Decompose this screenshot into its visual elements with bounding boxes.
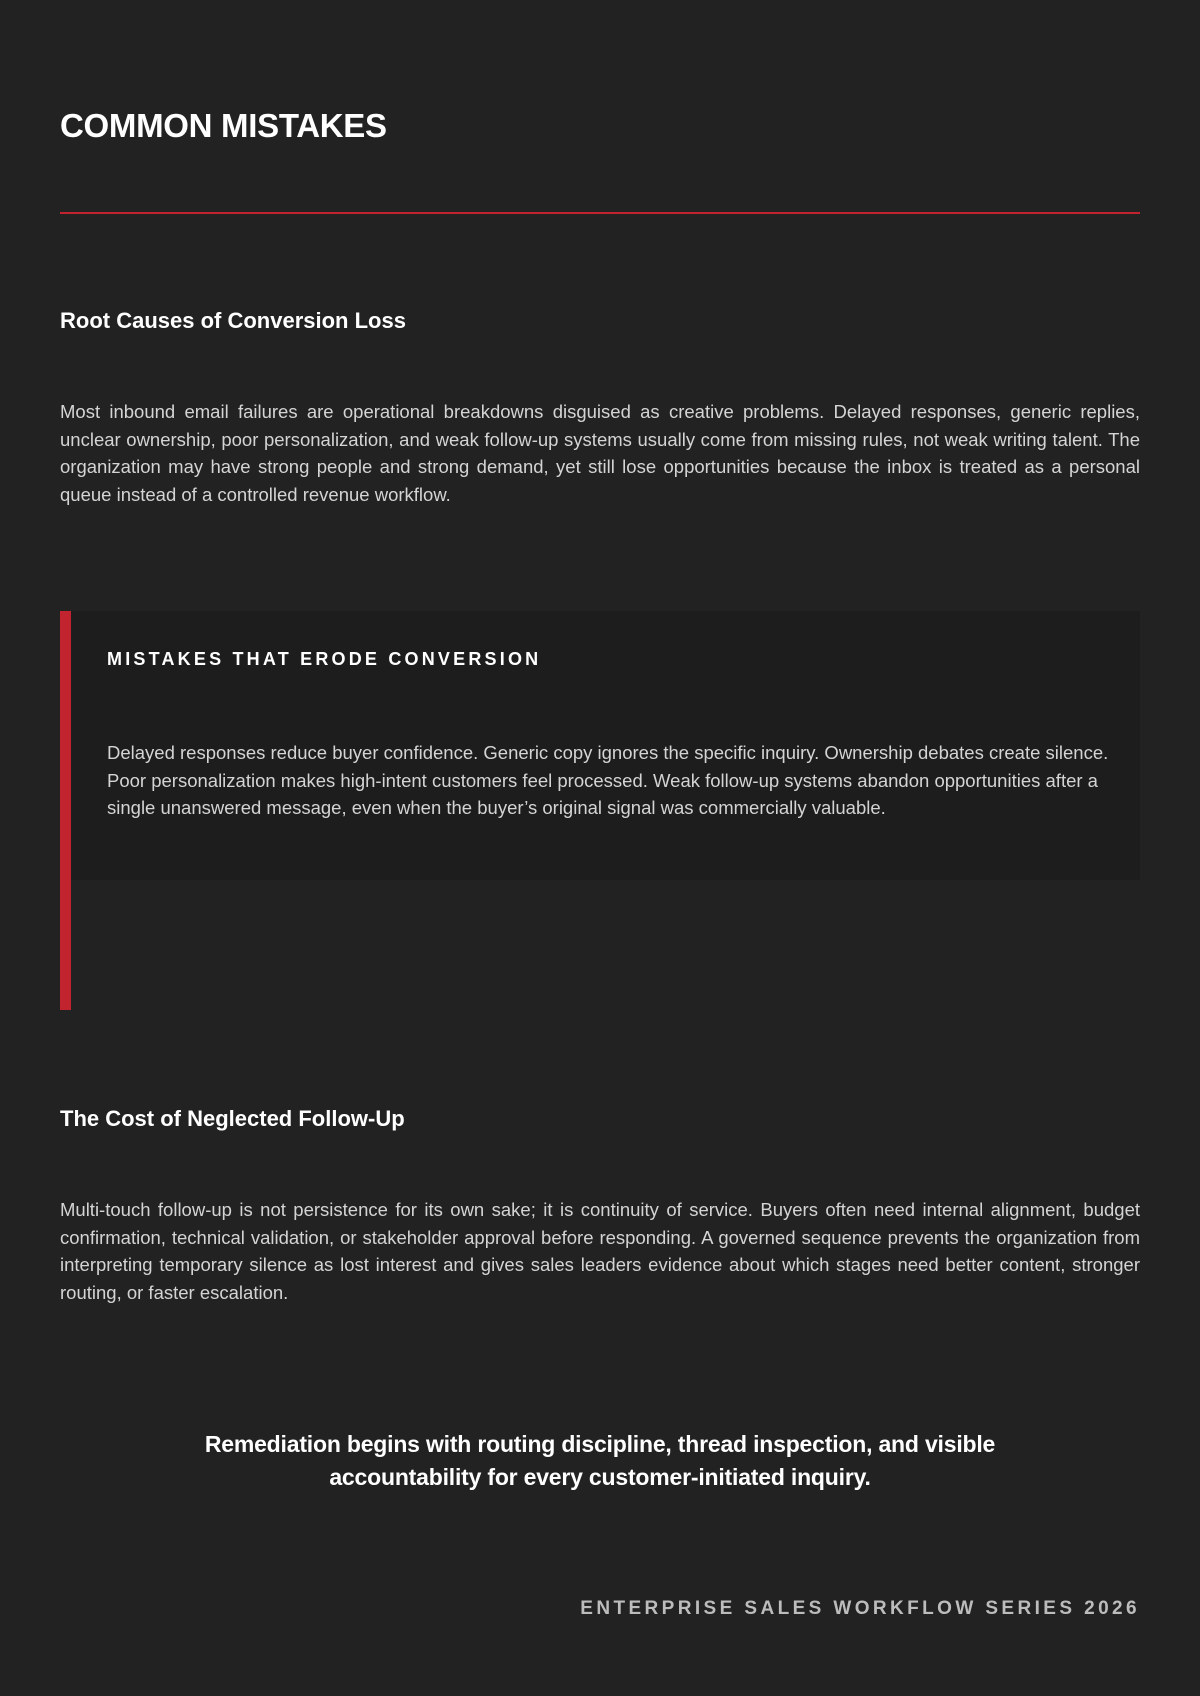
- section-body-follow-up-cost: Multi-touch follow-up is not persistence for its own sake; it is continuity of service. Buyers often need internal alignment, budget confirmation, technical validation, or stakeholder approval before responding. A governed sequence prevents the organization from interpreting temporary silence as lost interest and gives sales leaders evidence about which stages need better content, stronger routing, or faster escalation.: [60, 1199, 1140, 1303]
- section-heading-root-causes: Root Causes of Conversion Loss: [60, 308, 406, 333]
- section-body-root-causes: Most inbound email failures are operational breakdowns disguised as creative problems. Delayed responses, generic replies, unclear ownership, poor personalization, and weak follow-up systems usually come from missing rules, not weak writing talent. The organization may have strong people and strong demand, yet still lose opportunities because the inbox is treated as a personal queue instead of a controlled revenue workflow.: [60, 401, 1140, 505]
- callout-accent-bar: [60, 611, 71, 1010]
- section-heading-follow-up-cost: The Cost of Neglected Follow-Up: [60, 1106, 405, 1131]
- title-divider: [60, 212, 1140, 214]
- callout-body: Delayed responses reduce buyer confidence. Generic copy ignores the specific inquiry. Ownership debates create silence. Poor personalization makes high-intent customers feel processed. Weak follow-up systems abandon opportunities after a single unanswered message, even when the buyer’s original signal was commercially valuable.: [107, 742, 1109, 818]
- closing-statement: [60, 1428, 1140, 1494]
- closing-statement-line-1: Remediation begins with routing discipline, thread inspection, and visible: [204, 1431, 996, 1457]
- page-title: COMMON MISTAKES: [60, 107, 387, 144]
- mistakes-callout: [60, 611, 1140, 1010]
- callout-panel: [71, 611, 1140, 880]
- callout-label: MISTAKES THAT ERODE CONVERSION: [107, 649, 542, 669]
- footer-series-label: ENTERPRISE SALES WORKFLOW SERIES 2026: [580, 1598, 1140, 1619]
- closing-statement-line-2: accountability for every customer-initiated inquiry.: [329, 1464, 871, 1490]
